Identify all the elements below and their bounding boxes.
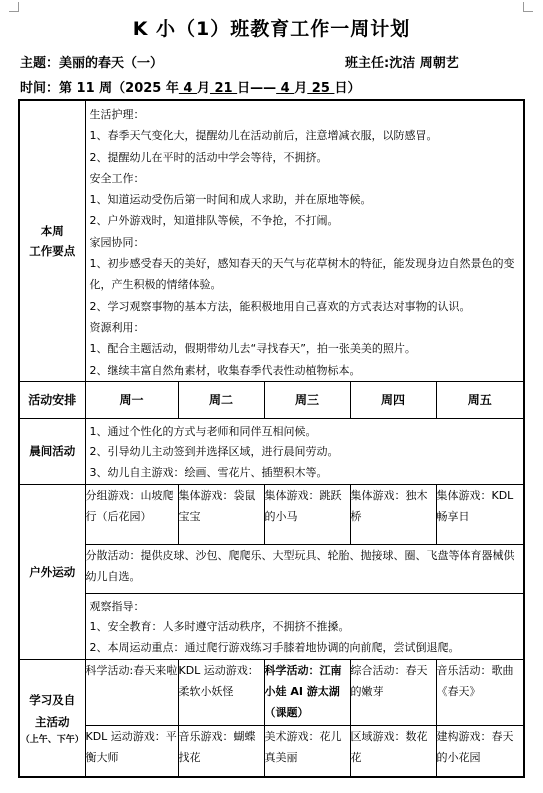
focus-line: 2、户外游戏时，知道排队等候，不争抢，不打闹。	[89, 214, 339, 228]
guidance-line: 1、安全教育：人多时遵守活动秩序，不拥挤不推搡。	[89, 620, 350, 634]
learning-thu-2: 区域游戏：数花花	[350, 725, 436, 777]
time-prefix: 时间：第 11 周（2025 年	[20, 81, 179, 96]
learning-fri-2: 建构游戏：春天的小花园	[436, 725, 524, 777]
focus-line: 1、初步感受春天的美好，感知春天的天气与花草树木的特征，能发现身边自然景色的变化，产生积极的情绪体验。	[89, 257, 515, 292]
morning-line: 2、引导幼儿主动签到并选择区域，进行晨间劳动。	[89, 445, 339, 459]
outdoor-scattered: 分散活动：提供皮球、沙包、爬爬乐、大型玩具、轮胎、抛接球、圈、飞盘等体育器械供幼儿自选。	[85, 544, 524, 593]
learning-label-line2: 主活动	[35, 715, 70, 730]
focus-label-line1: 本周	[40, 223, 64, 238]
learning-tue-1: KDL 运动游戏：柔软小妖怪	[178, 659, 264, 725]
outdoor-scattered-row	[19, 544, 524, 593]
focus-content	[85, 100, 524, 381]
page-title: K 小（1）班教育工作一周计划	[132, 18, 411, 40]
teacher-label: 班主任:沈洁 周朝艺	[345, 56, 459, 71]
focus-line: 资源利用：	[89, 320, 145, 334]
day-friday: 周五	[436, 381, 524, 418]
schedule-label: 活动安排	[19, 381, 85, 418]
end-day: 25	[307, 81, 335, 96]
outdoor-guidance	[85, 593, 524, 659]
learning-wed-1: 科学活动：江南小娃 AI 游太湖（课题）	[264, 659, 350, 725]
outdoor-game-mon: 分组游戏：山坡爬行（后花园）	[85, 484, 178, 544]
focus-line: 安全工作：	[89, 171, 145, 185]
guidance-line: 观察指导：	[89, 599, 145, 613]
outdoor-game-thu: 集体游戏：独木桥	[350, 484, 436, 544]
focus-label	[19, 100, 85, 381]
learning-label	[19, 659, 85, 777]
schedule-header-row	[19, 381, 524, 418]
morning-line: 3、幼儿自主游戏：绘画、雪花片、插塑积木等。	[89, 465, 328, 479]
focus-line: 2、学习观察事物的基本方法，能积极地用自己喜欢的方式表达对事物的认识。	[89, 299, 471, 313]
outdoor-guidance-row	[19, 593, 524, 659]
focus-line: 1、配合主题活动，假期带幼儿去“寻找春天”，拍一张美美的照片。	[89, 342, 416, 356]
end-month: 4	[276, 81, 295, 96]
theme-label: 主题：美丽的春天（一）	[20, 56, 164, 71]
weekly-plan-table	[18, 99, 525, 778]
learning-label-line1: 学习及自	[29, 693, 76, 708]
focus-line: 1、知道运动受伤后第一时间和成人求助，并在原地等候。	[89, 193, 372, 207]
day-tuesday: 周二	[178, 381, 264, 418]
morning-content	[85, 418, 524, 484]
learning-wed-2: 美术游戏：花儿真美丽	[264, 725, 350, 777]
day-text-2: 日）	[334, 81, 361, 96]
time-line	[20, 77, 360, 96]
guidance-line: 2、本周运动重点：通过爬行游戏练习手膝着地协调的向前爬，尝试倒退爬。	[89, 640, 460, 654]
focus-line: 2、继续丰富自然角素材，收集春季代表性动植物标本。	[89, 363, 361, 377]
learning-label-line3: （上午、下午）	[20, 735, 84, 746]
focus-line: 2、提醒幼儿在平时的活动中学会等待，不拥挤。	[89, 150, 328, 164]
crop-mark-top-left	[9, 2, 19, 12]
learning-mon-1: 科学活动:春天来啦	[85, 659, 178, 725]
learning-tue-2: 音乐游戏：蝴蝶找花	[178, 725, 264, 777]
focus-row	[19, 100, 524, 381]
learning-row-2	[19, 725, 524, 777]
focus-line: 家园协同：	[89, 235, 145, 249]
focus-label-line2: 工作要点	[29, 243, 76, 258]
learning-row-1	[19, 659, 524, 725]
outdoor-games-row	[19, 484, 524, 544]
day-wednesday: 周三	[264, 381, 350, 418]
day-monday: 周一	[85, 381, 178, 418]
month-text-1: 月	[196, 81, 210, 96]
focus-line: 生活护理：	[89, 108, 145, 121]
month-text-2: 月	[294, 81, 308, 96]
morning-row	[19, 418, 524, 484]
outdoor-game-wed: 集体游戏：跳跃的小马	[264, 484, 350, 544]
outdoor-label: 户外运动	[19, 484, 85, 659]
outdoor-game-fri: 集体游戏：KDL 畅享日	[436, 484, 524, 544]
morning-label: 晨间活动	[19, 418, 85, 484]
learning-fri-1: 音乐活动：歌曲《春天》	[436, 659, 524, 725]
learning-mon-2: KDL 运动游戏：平衡大师	[85, 725, 178, 777]
morning-line: 1、通过个性化的方式与老师和同伴互相问候。	[89, 424, 317, 438]
start-day: 21	[209, 81, 238, 96]
day-text-1: 日——	[237, 81, 277, 96]
outdoor-game-tue: 集体游戏：袋鼠宝宝	[178, 484, 264, 544]
crop-mark-top-right	[523, 2, 533, 12]
start-month: 4	[178, 81, 197, 96]
day-thursday: 周四	[350, 381, 436, 418]
focus-line: 1、春季天气变化大，提醒幼儿在活动前后，注意增减衣服，以防感冒。	[89, 129, 438, 143]
learning-thu-1: 综合活动：春天的嫩芽	[350, 659, 436, 725]
